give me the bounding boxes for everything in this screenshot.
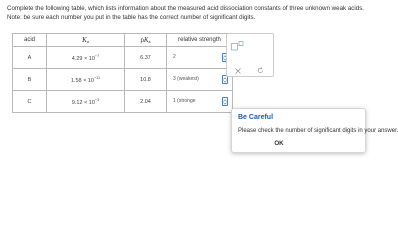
ka-exponent: −3: [94, 97, 100, 102]
pka-subscript: a: [148, 40, 151, 44]
instruction-line-2: Note: be sure each number you put in the table has the correct number of significant digits.: [7, 14, 256, 21]
x-icon[interactable]: [235, 61, 241, 79]
pka-cell[interactable]: 6.37: [125, 47, 167, 69]
pka-symbol: K: [143, 36, 149, 44]
table-row: [13, 69, 233, 91]
undo-icon[interactable]: [257, 61, 264, 79]
header-ka: [47, 34, 125, 47]
dialog-title: Be Careful: [238, 114, 274, 121]
instructions: [7, 4, 364, 22]
instruction-line-1: Complete the following table, which lists information about the measured acid dissociation constants of three unknown weak acids.: [7, 5, 365, 12]
ka-cell[interactable]: [47, 47, 125, 69]
ka-mantissa: 1.58 × 10: [70, 77, 94, 84]
header-pka: [125, 34, 167, 47]
header-relative-strength: relative strength: [167, 34, 233, 47]
superscript-template-icon[interactable]: [231, 38, 245, 56]
acid-cell: B: [13, 69, 47, 91]
ka-exponent: −11: [93, 75, 101, 80]
ka-cell[interactable]: [47, 91, 125, 113]
relative-strength-select[interactable]: [167, 69, 233, 91]
ka-exponent: −7: [94, 53, 100, 58]
answer-tools-panel: [226, 33, 274, 77]
dialog-message: Please check the number of significant digits in your answer.: [238, 128, 398, 134]
acid-cell: A: [13, 47, 47, 69]
ka-symbol: K: [82, 36, 87, 44]
relative-strength-select[interactable]: [167, 47, 233, 69]
ok-button[interactable]: OK: [274, 140, 284, 147]
dropdown-arrows-icon[interactable]: [222, 97, 228, 106]
acid-table: [12, 33, 233, 113]
ka-mantissa: 4.29 × 10: [71, 55, 95, 62]
relative-strength-select[interactable]: [167, 91, 233, 113]
relative-strength-value: 3 (weakest): [173, 76, 199, 82]
table-header-row: [13, 34, 233, 47]
ka-mantissa: 9.12 × 10: [71, 99, 95, 106]
table-row: [13, 47, 233, 69]
ka-subscript: a: [86, 40, 89, 44]
acid-cell: C: [13, 91, 47, 113]
pka-cell[interactable]: 10.8: [125, 69, 167, 91]
relative-strength-value: 2: [173, 54, 176, 60]
relative-strength-value: 1 (stronge: [173, 98, 196, 104]
pka-cell[interactable]: 2.04: [125, 91, 167, 113]
ka-cell[interactable]: [47, 69, 125, 91]
pka-prefix: p: [140, 38, 144, 44]
be-careful-dialog: [231, 108, 398, 153]
header-acid: acid: [13, 34, 47, 47]
table-row: [13, 91, 233, 113]
